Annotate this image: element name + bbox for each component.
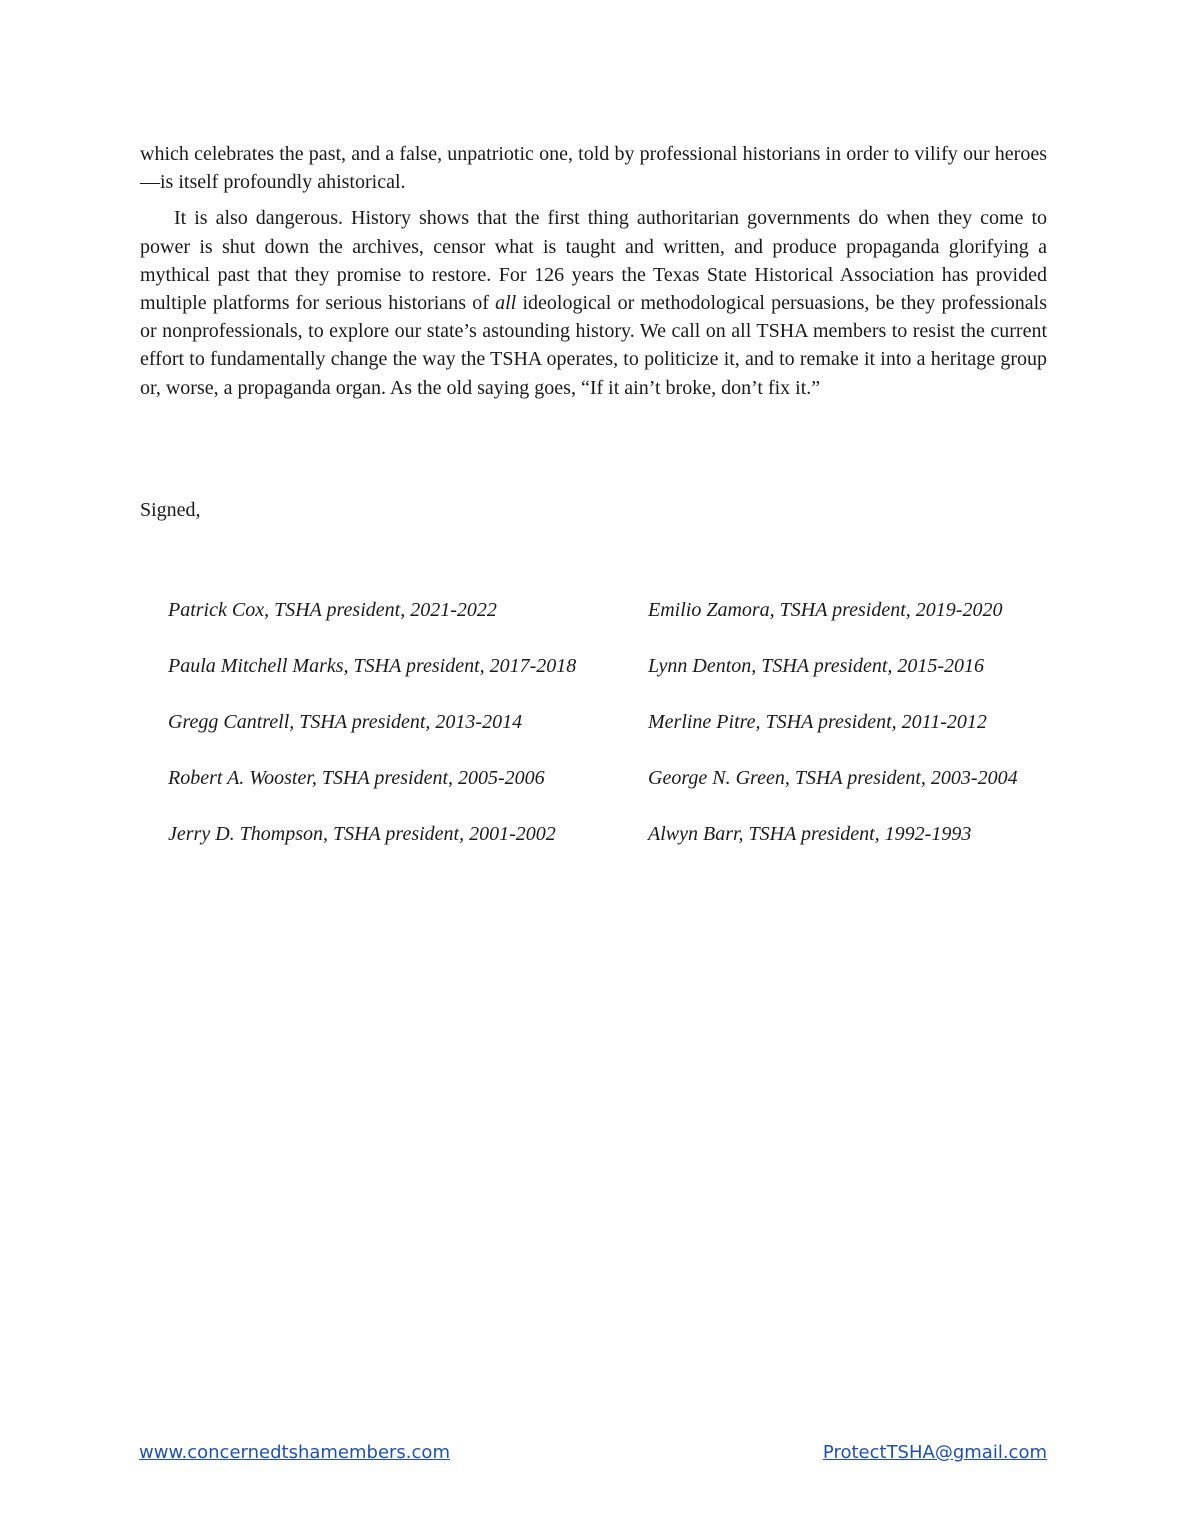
signatory: Emilio Zamora, TSHA president, 2019-2020 <box>648 599 1003 621</box>
signatory-list <box>168 596 1058 876</box>
signed-label: Signed, <box>140 499 201 521</box>
signatory: Jerry D. Thompson, TSHA president, 2001-2002 <box>168 823 556 845</box>
letter-body <box>140 140 1047 402</box>
signatory: Merline Pitre, TSHA president, 2011-2012 <box>648 711 987 733</box>
signatory: Alwyn Barr, TSHA president, 1992-1993 <box>648 823 972 845</box>
paragraph-text-start: It is also dangerous. History shows that the first thing authoritarian governments do when they come to power is shut down the archives, censor what is taught and written, and produce propaganda glorifying a mythical past that they promise to restore. For 126 years the Texas State Historical Association has provided multiple platforms for serious historians of <box>140 207 1047 315</box>
signatory: Gregg Cantrell, TSHA president, 2013-2014 <box>168 711 523 733</box>
paragraph-dangerous <box>140 204 1047 401</box>
emphasis-all: all <box>495 292 517 315</box>
email-link[interactable]: ProtectTSHA@gmail.com <box>822 1442 1047 1463</box>
signatory: Paula Mitchell Marks, TSHA president, 2017-2018 <box>168 655 577 677</box>
signatory: Lynn Denton, TSHA president, 2015-2016 <box>648 655 985 677</box>
paragraph-continuation: which celebrates the past, and a false, unpatriotic one, told by professional historians in order to vilify our heroes—is itself profoundly ahistorical. <box>140 143 1047 194</box>
website-link[interactable]: www.concernedtshamembers.com <box>139 1442 450 1463</box>
signatory: Robert A. Wooster, TSHA president, 2005-2006 <box>168 767 545 789</box>
paragraph-text-end: ideological or methodological persuasions, be they professionals or nonprofessionals, to explore our state’s astounding history. We call on all TSHA members to resist the current effort to fundamentally change the way the TSHA operates, to politicize it, and to remake it into a heritage group or, worse, a propaganda organ. As the old saying goes, “If it ain’t broke, don’t fix it.” <box>140 292 1047 399</box>
signatory: George N. Green, TSHA president, 2003-2004 <box>648 767 1018 789</box>
signatory: Patrick Cox, TSHA president, 2021-2022 <box>168 599 497 621</box>
